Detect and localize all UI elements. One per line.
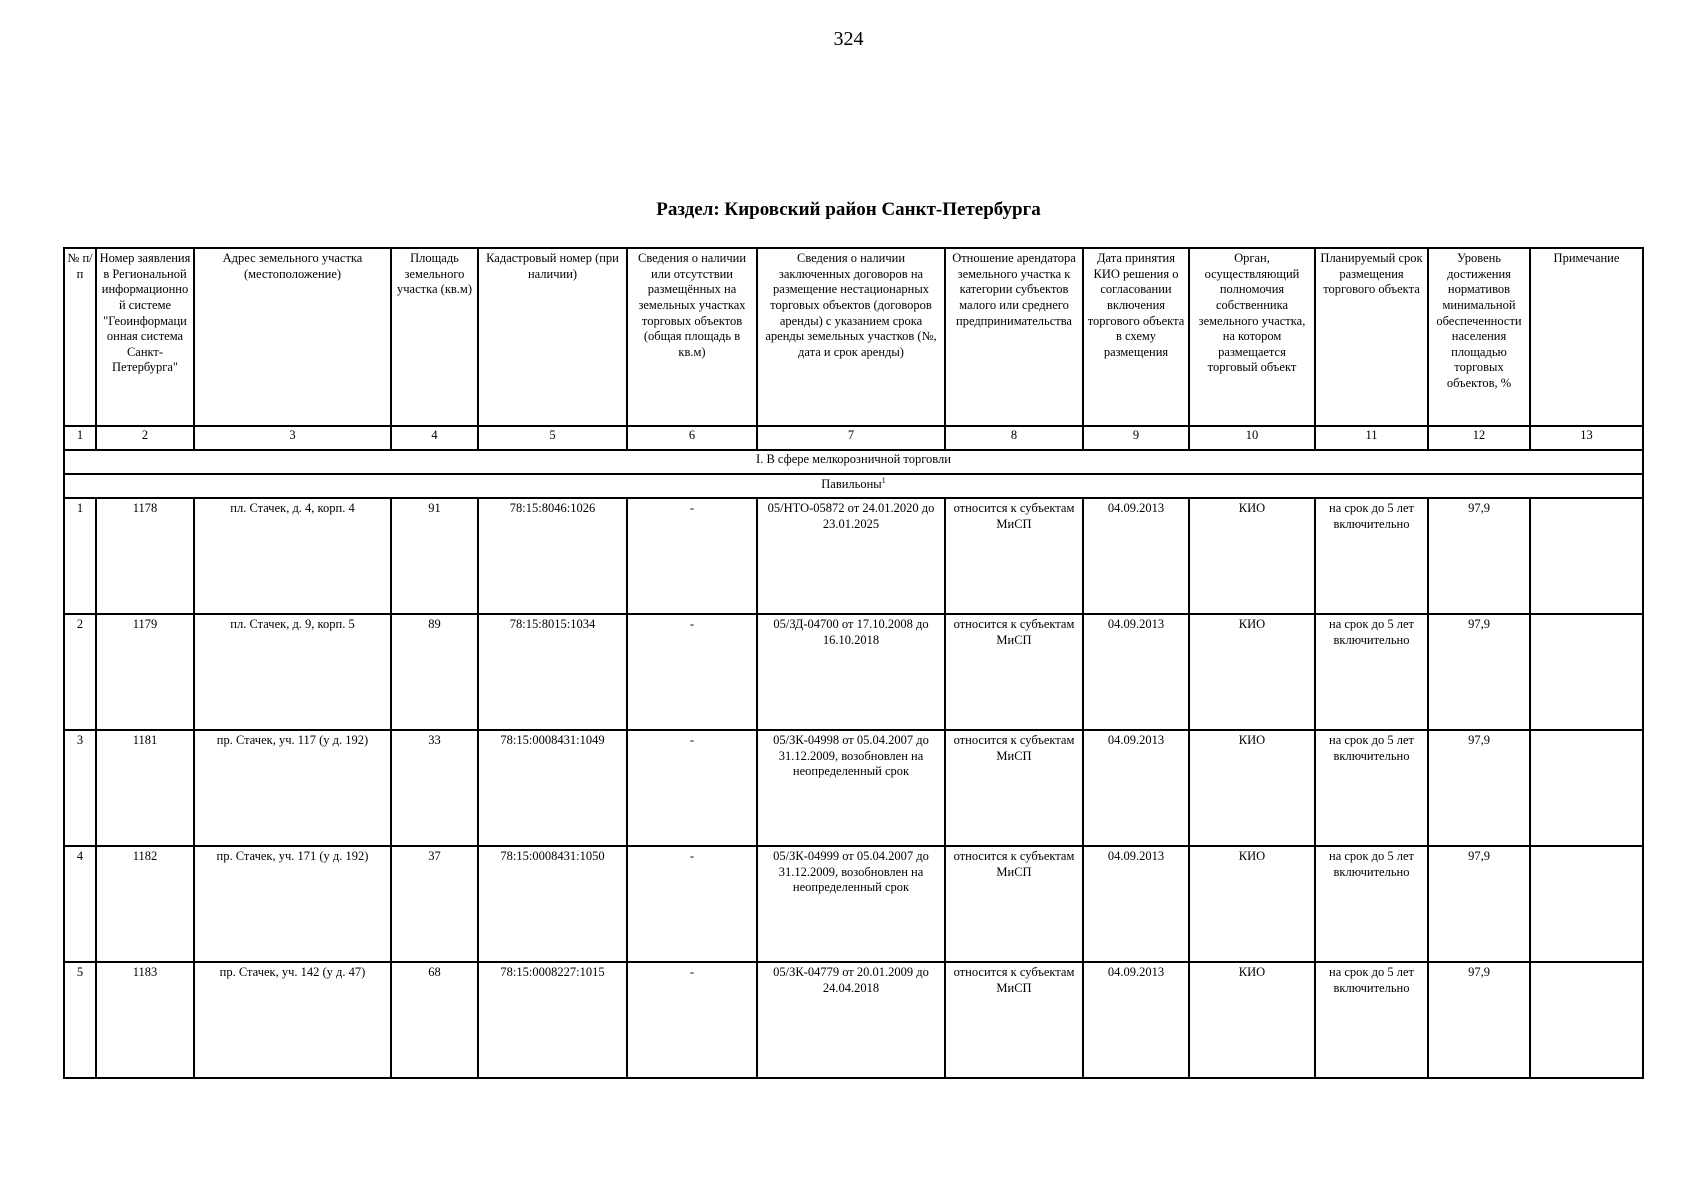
- cell-c6: -: [627, 730, 757, 846]
- cell-addr: пр. Стачек, уч. 171 (у д. 192): [194, 846, 391, 962]
- cell-area: 89: [391, 614, 478, 730]
- cell-c9: 04.09.2013: [1083, 498, 1189, 614]
- cell-cad: 78:15:0008431:1050: [478, 846, 627, 962]
- cell-c9: 04.09.2013: [1083, 730, 1189, 846]
- cell-c12: 97,9: [1428, 730, 1530, 846]
- cell-cad: 78:15:8046:1026: [478, 498, 627, 614]
- cell-c11: на срок до 5 лет включительно: [1315, 498, 1428, 614]
- band-pavilions-label: Павильоны: [821, 477, 882, 492]
- cell-c9: 04.09.2013: [1083, 846, 1189, 962]
- cell-area: 91: [391, 498, 478, 614]
- cell-addr: пл. Стачек, д. 4, корп. 4: [194, 498, 391, 614]
- column-header: Номер заявления в Региональной информационно й системе "Геоинформаци онная система Санкт-Петербурга": [96, 248, 194, 426]
- column-number: 11: [1315, 426, 1428, 450]
- column-number-row: [64, 426, 1643, 450]
- cell-c11: на срок до 5 лет включительно: [1315, 730, 1428, 846]
- column-number: 3: [194, 426, 391, 450]
- table-row: [64, 846, 1643, 962]
- footnote-marker: 1: [881, 476, 886, 485]
- cell-c6: -: [627, 846, 757, 962]
- cell-addr: пр. Стачек, уч. 142 (у д. 47): [194, 962, 391, 1078]
- column-number: 2: [96, 426, 194, 450]
- table-body: [64, 248, 1643, 1078]
- cell-c13: [1530, 730, 1643, 846]
- column-header: Адрес земельного участка (местоположение): [194, 248, 391, 426]
- column-header: Кадастровый номер (при наличии): [478, 248, 627, 426]
- cell-n: 3: [64, 730, 96, 846]
- cell-cad: 78:15:0008431:1049: [478, 730, 627, 846]
- cell-c7: 05/НТО-05872 от 24.01.2020 до 23.01.2025: [757, 498, 945, 614]
- cell-c13: [1530, 498, 1643, 614]
- cell-app: 1181: [96, 730, 194, 846]
- column-header: Отношение арендатора земельного участка к категории субъектов малого или среднего предпринимательства: [945, 248, 1083, 426]
- cell-c6: -: [627, 962, 757, 1078]
- cell-c10: КИО: [1189, 962, 1315, 1078]
- header-row: [64, 248, 1643, 426]
- cell-c7: 05/ЗК-04998 от 05.04.2007 до 31.12.2009, возобновлен на неопределенный срок: [757, 730, 945, 846]
- column-number: 4: [391, 426, 478, 450]
- column-header: № п/п: [64, 248, 96, 426]
- cell-c13: [1530, 614, 1643, 730]
- cell-c10: КИО: [1189, 498, 1315, 614]
- table-row: [64, 498, 1643, 614]
- page-number: 324: [833, 28, 864, 50]
- band-pavilions: [64, 474, 1643, 498]
- cell-c10: КИО: [1189, 614, 1315, 730]
- cell-c13: [1530, 962, 1643, 1078]
- cell-area: 37: [391, 846, 478, 962]
- cell-app: 1178: [96, 498, 194, 614]
- column-number: 8: [945, 426, 1083, 450]
- cell-c12: 97,9: [1428, 846, 1530, 962]
- section-title: Раздел: Кировский район Санкт-Петербурга: [656, 199, 1041, 220]
- cell-n: 4: [64, 846, 96, 962]
- column-header: Планируемый срок размещения торгового объекта: [1315, 248, 1428, 426]
- cell-c8: относится к субъектам МиСП: [945, 962, 1083, 1078]
- band-row-pavilions: [64, 474, 1643, 498]
- column-number: 12: [1428, 426, 1530, 450]
- cell-c11: на срок до 5 лет включительно: [1315, 846, 1428, 962]
- cell-app: 1179: [96, 614, 194, 730]
- table-row: [64, 962, 1643, 1078]
- column-number: 5: [478, 426, 627, 450]
- cell-c9: 04.09.2013: [1083, 962, 1189, 1078]
- column-header: Уровень достижения нормативов минимальной обеспеченности населения площадью торговых объектов, %: [1428, 248, 1530, 426]
- column-header: Площадь земельного участка (кв.м): [391, 248, 478, 426]
- cell-c13: [1530, 846, 1643, 962]
- column-number: 1: [64, 426, 96, 450]
- cell-n: 5: [64, 962, 96, 1078]
- band-trade-sphere: I. В сфере мелкорозничной торговли: [64, 450, 1643, 474]
- cell-n: 2: [64, 614, 96, 730]
- cell-app: 1183: [96, 962, 194, 1078]
- column-number: 9: [1083, 426, 1189, 450]
- cell-addr: пл. Стачек, д. 9, корп. 5: [194, 614, 391, 730]
- cell-c12: 97,9: [1428, 962, 1530, 1078]
- column-header: Дата принятия КИО решения о согласовании включения торгового объекта в схему размещения: [1083, 248, 1189, 426]
- cell-c8: относится к субъектам МиСП: [945, 730, 1083, 846]
- column-number: 6: [627, 426, 757, 450]
- cell-c9: 04.09.2013: [1083, 614, 1189, 730]
- cell-c11: на срок до 5 лет включительно: [1315, 614, 1428, 730]
- cell-c10: КИО: [1189, 730, 1315, 846]
- cell-c8: относится к субъектам МиСП: [945, 846, 1083, 962]
- cell-c8: относится к субъектам МиСП: [945, 614, 1083, 730]
- cell-area: 68: [391, 962, 478, 1078]
- cell-c6: -: [627, 498, 757, 614]
- cell-cad: 78:15:8015:1034: [478, 614, 627, 730]
- cell-c8: относится к субъектам МиСП: [945, 498, 1083, 614]
- cell-cad: 78:15:0008227:1015: [478, 962, 627, 1078]
- cell-area: 33: [391, 730, 478, 846]
- column-header: Примечание: [1530, 248, 1643, 426]
- registry-table: [63, 247, 1644, 1079]
- column-number: 7: [757, 426, 945, 450]
- cell-c11: на срок до 5 лет включительно: [1315, 962, 1428, 1078]
- table-row: [64, 614, 1643, 730]
- cell-n: 1: [64, 498, 96, 614]
- cell-c7: 05/ЗК-04999 от 05.04.2007 до 31.12.2009, возобновлен на неопределенный срок: [757, 846, 945, 962]
- cell-c12: 97,9: [1428, 498, 1530, 614]
- cell-c6: -: [627, 614, 757, 730]
- cell-c12: 97,9: [1428, 614, 1530, 730]
- column-header: Сведения о наличии или отсутствии размещённых на земельных участках торговых объектов (общая площадь в кв.м): [627, 248, 757, 426]
- cell-addr: пр. Стачек, уч. 117 (у д. 192): [194, 730, 391, 846]
- band-row-trade-sphere: [64, 450, 1643, 474]
- cell-c10: КИО: [1189, 846, 1315, 962]
- column-header: Орган, осуществляющий полномочия собственника земельного участка, на котором размещается торговый объект: [1189, 248, 1315, 426]
- column-number: 13: [1530, 426, 1643, 450]
- column-header: Сведения о наличии заключенных договоров на размещение нестационарных торговых объектов (договоров аренды) с указанием срока аренды земельных участков (№, дата и срок аренды): [757, 248, 945, 426]
- cell-c7: 05/ЗД-04700 от 17.10.2008 до 16.10.2018: [757, 614, 945, 730]
- table-row: [64, 730, 1643, 846]
- cell-c7: 05/ЗК-04779 от 20.01.2009 до 24.04.2018: [757, 962, 945, 1078]
- cell-app: 1182: [96, 846, 194, 962]
- column-number: 10: [1189, 426, 1315, 450]
